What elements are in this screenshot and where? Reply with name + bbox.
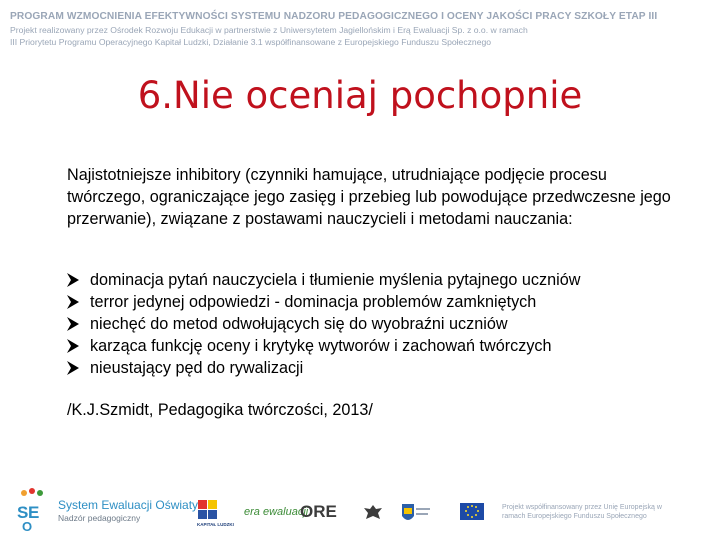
list-item: [67, 269, 687, 291]
era-ewaluacji-logo: era ewaluacji: [244, 506, 309, 518]
seo-title: System Ewaluacji Oświaty: [58, 498, 199, 512]
arrow-bullet-icon: [67, 361, 79, 375]
eu-flag-icon: [460, 503, 484, 520]
seo-subtitle: Nadzór pedagogiczny: [58, 513, 141, 523]
list-item: [67, 313, 687, 335]
list-item-text: terror jedynej odpowiedzi - dominacja problemów zamkniętych: [90, 293, 537, 311]
list-item-text: karząca funkcję oceny i krytykę wytworów i zachowań twórczych: [90, 337, 552, 355]
header-line-2: Projekt realizowany przez Ośrodek Rozwoju Edukacji w partnerstwie z Uniwersytetem Jagiellońskim i Erą Ewaluacji Sp. z o.o. w ramach: [10, 25, 528, 35]
ministry-eagle-icon: [362, 504, 384, 524]
list-item-text: nieustający pęd do rywalizacji: [90, 359, 304, 377]
eu-cofinancing-text: Projekt współfinansowany przez Unię Europejską w ramach Europejskiego Funduszu Społecznego: [502, 504, 662, 520]
list-item-text: dominacja pytań nauczyciela i tłumienie myślenia pytajnego uczniów: [90, 271, 581, 289]
intro-paragraph: Najistotniejsze inhibitory (czynniki hamujące, utrudniające podjęcie procesu twórczego, ograniczające jego zasięg i przebieg lub powodujące przedwczesne jego przerwanie), związane z postawami nauczycieli i metodami nauczania:: [67, 166, 671, 228]
header-line-3: III Priorytetu Programu Operacyjnego Kapitał Ludzki, Działanie 3.1 współfinansowane z Europejskiego Funduszu Społecznego: [10, 37, 492, 47]
arrow-bullet-icon: [67, 273, 79, 287]
svg-text:S: S: [17, 503, 29, 522]
list-item: [67, 291, 687, 313]
seo-logo-icon: [15, 488, 49, 532]
list-item-text: niechęć do metod odwołujących się do wyobraźni uczniów: [90, 315, 508, 333]
slide-title: 6.Nie oceniaj pochopnie: [137, 74, 583, 117]
list-item: [67, 335, 687, 357]
project-header: [10, 10, 710, 48]
header-program-title: PROGRAM WZMOCNIENIA EFEKTYWNOŚCI SYSTEMU NADZORU PEDAGOGICZNEGO I OCENY JAKOŚCI PRACY SZKOŁY ETAP III: [10, 11, 658, 22]
svg-text:E: E: [28, 503, 40, 522]
footer-logos: [0, 480, 720, 540]
uj-crest-icon: [396, 502, 432, 528]
ore-logo: ORE: [300, 502, 337, 521]
inhibitors-list: [67, 269, 687, 379]
arrow-bullet-icon: [67, 295, 79, 309]
list-item: [67, 357, 687, 379]
kapital-ludzki-label: KAPITAŁ LUDZKI: [197, 522, 234, 527]
arrow-bullet-icon: [67, 317, 79, 331]
source-citation: /K.J.Szmidt, Pedagogika twórczości, 2013/: [67, 401, 373, 419]
arrow-bullet-icon: [67, 339, 79, 353]
svg-text:O: O: [22, 519, 33, 532]
